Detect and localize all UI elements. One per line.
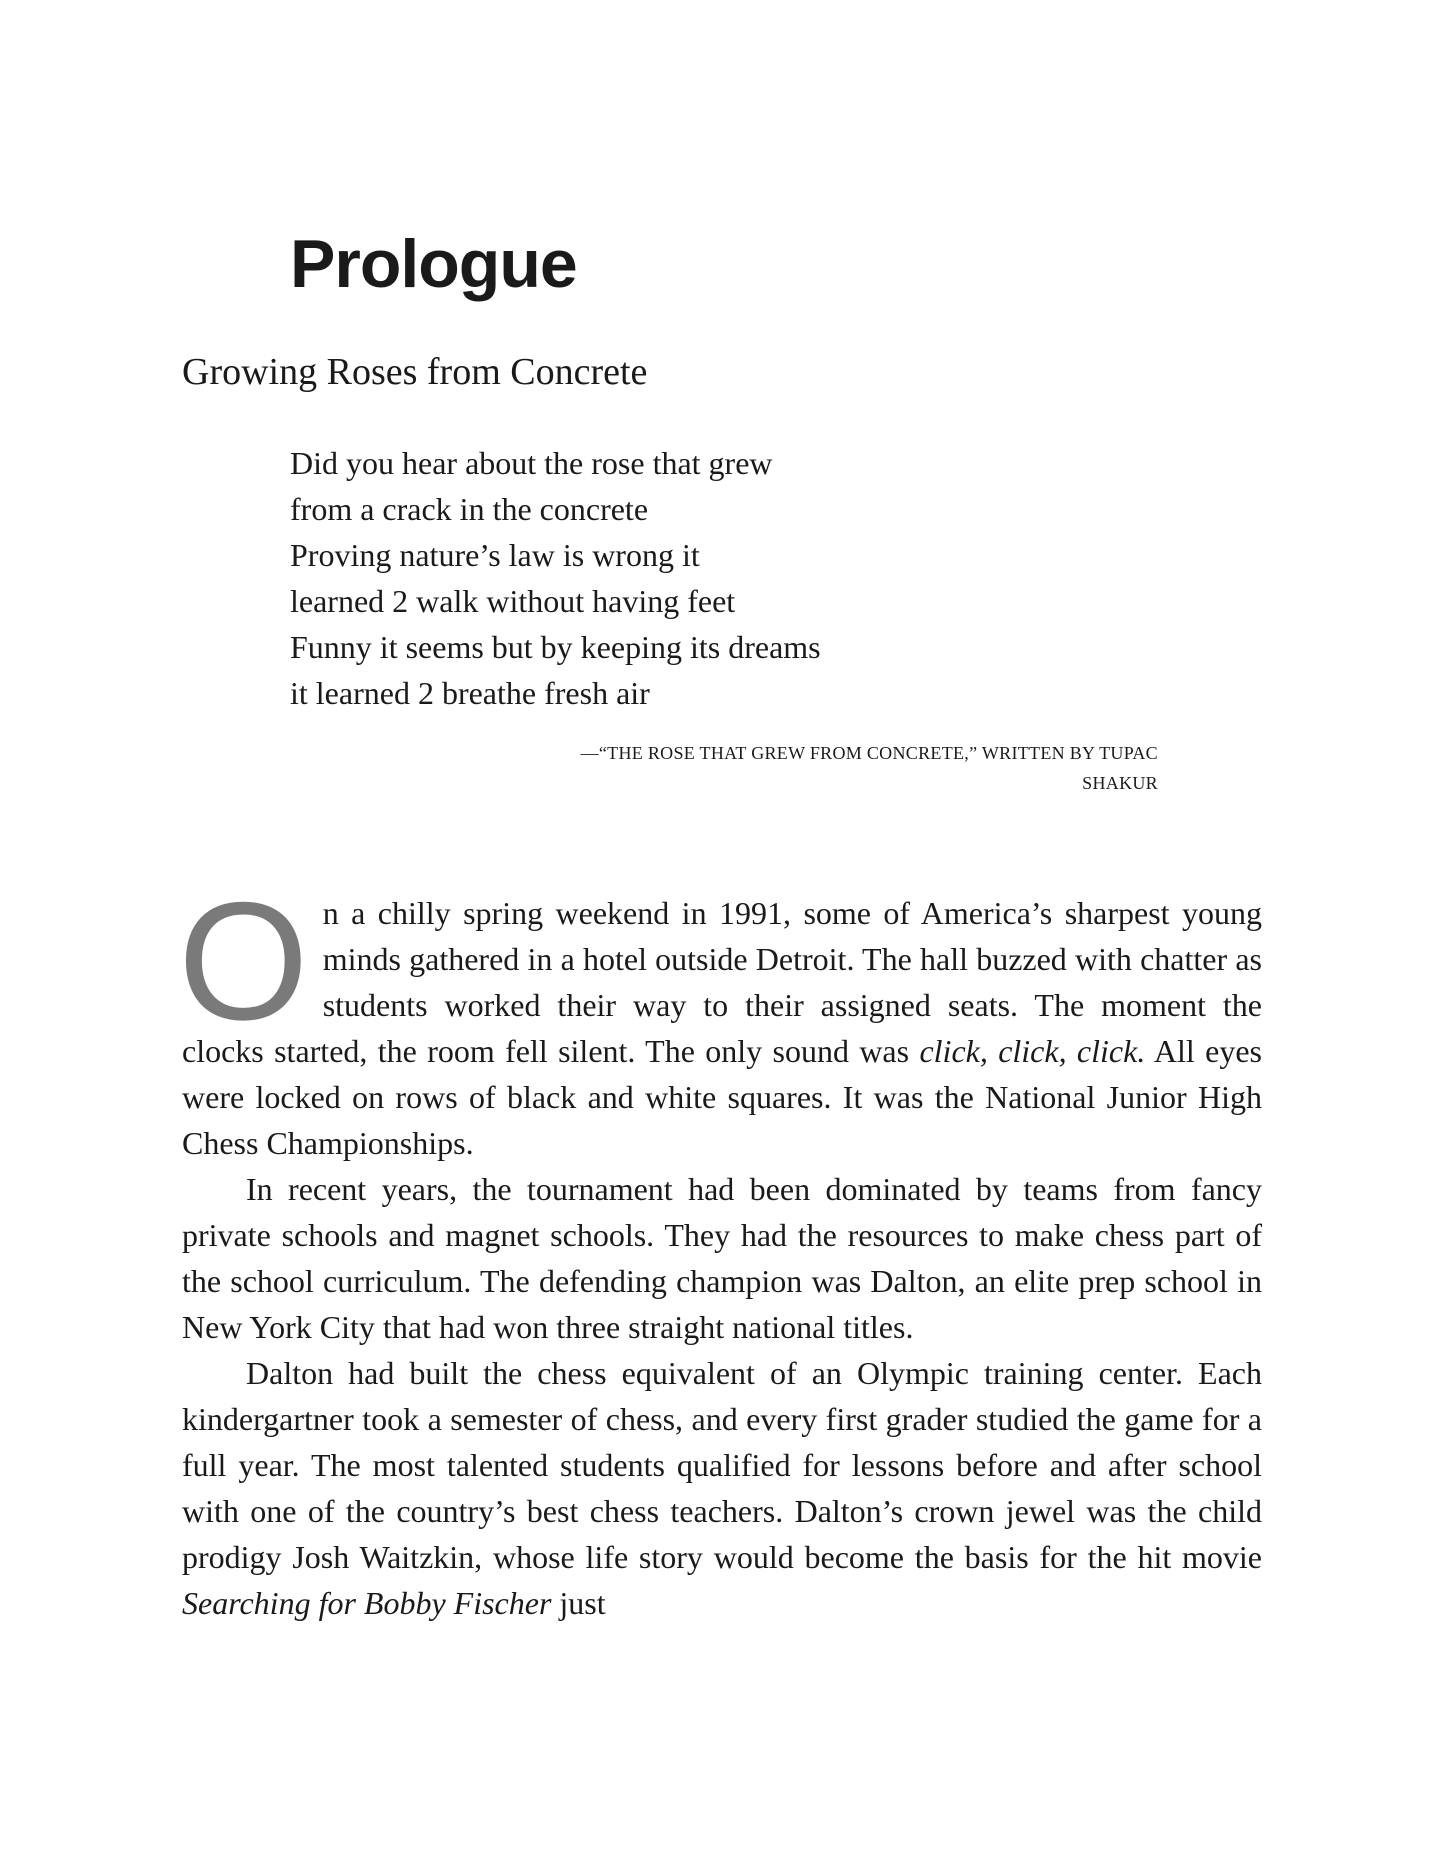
poem-line: Funny it seems but by keeping its dreams <box>290 629 821 665</box>
paragraph-text: n a chilly spring weekend in 1991, some of America’s sharpest young minds gathered in a hotel outside Detroit. The hall buzzed with chatter as students worked their way to their assigned seats. The moment the clocks started, the room fell silent. The only sound was <box>182 895 1262 1069</box>
poem-line: learned 2 walk without having feet <box>290 583 736 619</box>
epigraph-attribution <box>290 738 1158 798</box>
paragraph-text: just <box>551 1585 606 1621</box>
poem-line: Did you hear about the rose that grew <box>290 445 773 481</box>
poem-line: it learned 2 breathe fresh air <box>290 675 650 711</box>
italic-title: Searching for Bobby Fischer <box>182 1585 552 1621</box>
body-text <box>178 867 1263 1626</box>
poem-line: from a crack in the concrete <box>290 491 649 527</box>
paragraph-text: All eyes were locked on rows of black and white squares. It was the National Junior High Chess Championships. <box>182 1033 1263 1161</box>
chapter-subtitle: Growing Roses from Concrete <box>182 351 648 393</box>
attribution-line: —“THE ROSE THAT GREW FROM CONCRETE,” WRITTEN BY TUPAC <box>580 743 1158 763</box>
poem-line: Proving nature’s law is wrong it <box>290 537 700 573</box>
paragraph-2: In recent years, the tournament had been dominated by teams from fancy private schools and magnet schools. They had the resources to make chess part of the school curriculum. The defending champion was Dalton, an elite prep school in New York City that had won three straight national titles. <box>182 1171 1262 1345</box>
epigraph-poem <box>290 440 1190 716</box>
italic-text: click, click, click. <box>919 1033 1146 1069</box>
attribution-line: SHAKUR <box>1082 773 1158 793</box>
paragraph-1 <box>178 867 1263 1166</box>
chapter-title: Prologue <box>290 226 577 302</box>
drop-cap: O <box>178 867 309 1055</box>
paragraph-text: Dalton had built the chess equivalent of an Olympic training center. Each kindergartner took a semester of chess, and every first grader studied the game for a full year. The most talented students qualified for lessons before and after school with one of the country’s best chess teachers. Dalton’s crown jewel was the child prodigy Josh Waitzkin, whose life story would become the basis for the hit movie <box>182 1355 1262 1575</box>
paragraph-3 <box>182 1350 1262 1626</box>
